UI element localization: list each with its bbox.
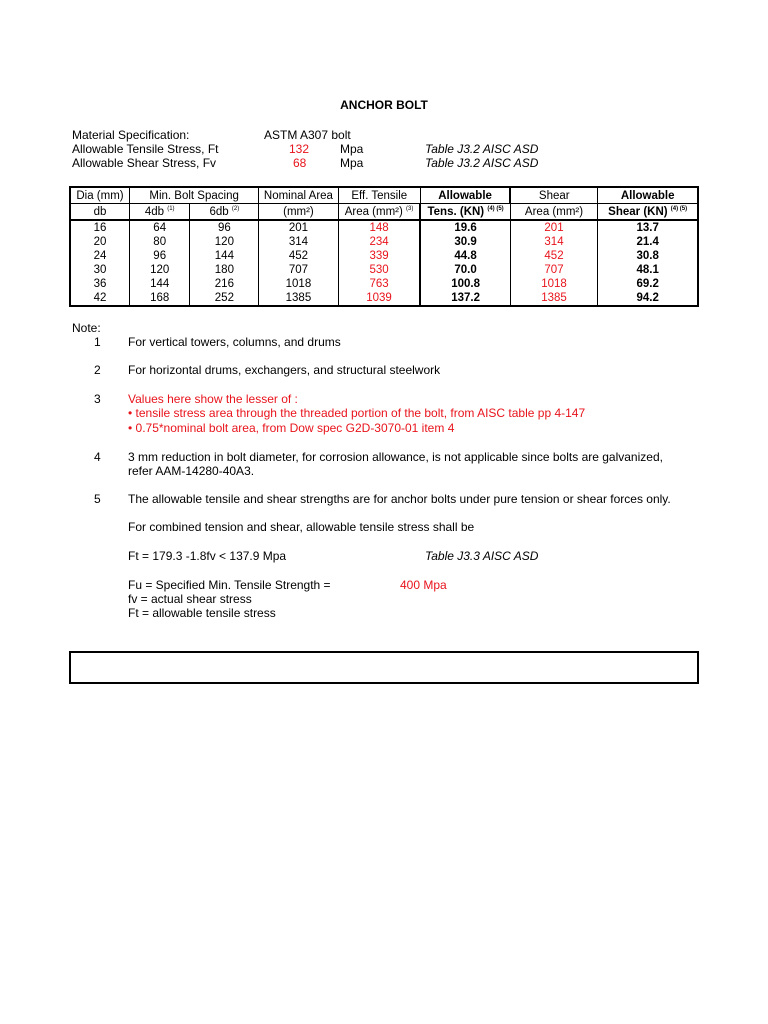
- spec-tensile-ref: Table J3.2 AISC ASD: [425, 142, 539, 156]
- cell-dia: 20: [70, 235, 129, 249]
- cell-6db: 252: [190, 291, 259, 306]
- cell-dia: 16: [70, 220, 129, 235]
- note-3-number: 3: [94, 392, 101, 406]
- col-header-allowable-shear: Allowable: [598, 187, 698, 204]
- cell-shear-kn: 94.2: [598, 291, 698, 306]
- cell-eff-area: 148: [338, 220, 420, 235]
- subheader-shear-area: Area (mm²): [510, 204, 598, 221]
- table-subheader-row: [70, 204, 698, 221]
- cell-eff-area: 339: [338, 249, 420, 263]
- cell-shear-area: 452: [510, 249, 598, 263]
- cell-tens-kn: 44.8: [420, 249, 510, 263]
- spec-tensile-value: 132: [289, 142, 310, 156]
- page-title: ANCHOR BOLT: [340, 98, 428, 112]
- subheader-6db: 6db $^{(2)}$: [190, 204, 259, 221]
- cell-6db: 216: [190, 277, 259, 291]
- table-row: [70, 291, 698, 306]
- col-header-allowable-tension: Allowable: [420, 187, 510, 204]
- cell-tens-kn: 137.2: [420, 291, 510, 306]
- note-2-text: For horizontal drums, exchangers, and structural steelwork: [128, 363, 441, 377]
- table-row: [70, 277, 698, 291]
- cell-shear-area: 707: [510, 263, 598, 277]
- note-3-bullet-1: • tensile stress area through the threaded portion of the bolt, from AISC table pp 4-147: [128, 406, 586, 420]
- cell-shear-area: 314: [510, 235, 598, 249]
- note-5-fv-def: fv = actual shear stress: [128, 592, 252, 606]
- cell-nominal-area: 707: [259, 263, 338, 277]
- col-header-eff-tensile: Eff. Tensile: [338, 187, 420, 204]
- cell-tens-kn: 70.0: [420, 263, 510, 277]
- cell-eff-area: 530: [338, 263, 420, 277]
- cell-eff-area: 763: [338, 277, 420, 291]
- spec-shear-label: Allowable Shear Stress, Fv: [72, 156, 217, 170]
- cell-6db: 96: [190, 220, 259, 235]
- cell-4db: 96: [129, 249, 190, 263]
- spec-material-value: ASTM A307 bolt: [264, 128, 351, 142]
- cell-nominal-area: 201: [259, 220, 338, 235]
- cell-dia: 30: [70, 263, 129, 277]
- cell-tens-kn: 100.8: [420, 277, 510, 291]
- table-row: [70, 249, 698, 263]
- cell-shear-kn: 21.4: [598, 235, 698, 249]
- note-4-line-1: 3 mm reduction in bolt diameter, for corrosion allowance, is not applicable since bolts are galvanized,: [128, 450, 663, 464]
- cell-dia: 24: [70, 249, 129, 263]
- note-3-text: Values here show the lesser of :: [128, 392, 298, 406]
- empty-bordered-box: [69, 651, 699, 684]
- cell-shear-kn: 69.2: [598, 277, 698, 291]
- note-5-formula: Ft = 179.3 -1.8fv < 137.9 Mpa: [128, 549, 287, 563]
- col-header-dia: Dia (mm): [70, 187, 129, 204]
- cell-4db: 120: [129, 263, 190, 277]
- cell-4db: 144: [129, 277, 190, 291]
- cell-shear-kn: 48.1: [598, 263, 698, 277]
- cell-eff-area: 234: [338, 235, 420, 249]
- spec-material-label: Material Specification:: [72, 128, 190, 142]
- cell-4db: 80: [129, 235, 190, 249]
- spec-shear-ref: Table J3.2 AISC ASD: [425, 156, 539, 170]
- note-5-number: 5: [94, 492, 101, 506]
- spec-shear-value: 68: [293, 156, 307, 170]
- note-5-fu-value: 400 Mpa: [400, 578, 447, 592]
- spec-shear-unit: Mpa: [340, 156, 364, 170]
- note-3-bullet-2: • 0.75*nominal bolt area, from Dow spec G2D-3070-01 item 4: [128, 421, 455, 435]
- cell-shear-area: 201: [510, 220, 598, 235]
- cell-eff-area: 1039: [338, 291, 420, 306]
- cell-dia: 42: [70, 291, 129, 306]
- note-1-number: 1: [94, 335, 101, 349]
- cell-shear-area: 1385: [510, 291, 598, 306]
- note-1-text: For vertical towers, columns, and drums: [128, 335, 341, 349]
- cell-shear-kn: 13.7: [598, 220, 698, 235]
- cell-nominal-area: 1018: [259, 277, 338, 291]
- subheader-nominal-unit: (mm²): [259, 204, 338, 221]
- note-2-number: 2: [94, 363, 101, 377]
- subheader-shear-kn: Shear (KN) $^{(4) (5)}$: [598, 204, 698, 221]
- notes-heading: Note:: [72, 321, 101, 335]
- subheader-tens-kn: Tens. (KN) $^{(4) (5)}$: [420, 204, 510, 221]
- note-5-fu-label: Fu = Specified Min. Tensile Strength =: [128, 578, 331, 592]
- cell-4db: 168: [129, 291, 190, 306]
- cell-tens-kn: 30.9: [420, 235, 510, 249]
- note-4-number: 4: [94, 450, 101, 464]
- spec-tensile-label: Allowable Tensile Stress, Ft: [72, 142, 219, 156]
- cell-6db: 120: [190, 235, 259, 249]
- cell-shear-area: 1018: [510, 277, 598, 291]
- cell-nominal-area: 314: [259, 235, 338, 249]
- spec-tensile-unit: Mpa: [340, 142, 364, 156]
- note-5-formula-ref: Table J3.3 AISC ASD: [425, 549, 539, 563]
- table-row: [70, 220, 698, 235]
- cell-dia: 36: [70, 277, 129, 291]
- cell-tens-kn: 19.6: [420, 220, 510, 235]
- note-5-ft-def: Ft = allowable tensile stress: [128, 606, 276, 620]
- note-5-combined: For combined tension and shear, allowable tensile stress shall be: [128, 520, 475, 534]
- table-row: [70, 235, 698, 249]
- cell-shear-kn: 30.8: [598, 249, 698, 263]
- cell-4db: 64: [129, 220, 190, 235]
- table-header-row: [70, 187, 698, 204]
- subheader-4db: 4db $^{(1)}$: [129, 204, 190, 221]
- col-header-shear: Shear: [510, 187, 598, 204]
- table-row: [70, 263, 698, 277]
- cell-6db: 144: [190, 249, 259, 263]
- subheader-eff-area: Area (mm²) $^{(3)}$: [338, 204, 420, 221]
- cell-nominal-area: 452: [259, 249, 338, 263]
- cell-6db: 180: [190, 263, 259, 277]
- subheader-db: db: [70, 204, 129, 221]
- note-5-text: The allowable tensile and shear strengths are for anchor bolts under pure tension or shear forces only.: [128, 492, 671, 506]
- col-header-nominal-area: Nominal Area: [259, 187, 338, 204]
- anchor-bolt-table: [69, 186, 699, 307]
- cell-nominal-area: 1385: [259, 291, 338, 306]
- note-4-line-2: refer AAM-14280-40A3.: [128, 464, 255, 478]
- col-header-spacing: Min. Bolt Spacing: [129, 187, 258, 204]
